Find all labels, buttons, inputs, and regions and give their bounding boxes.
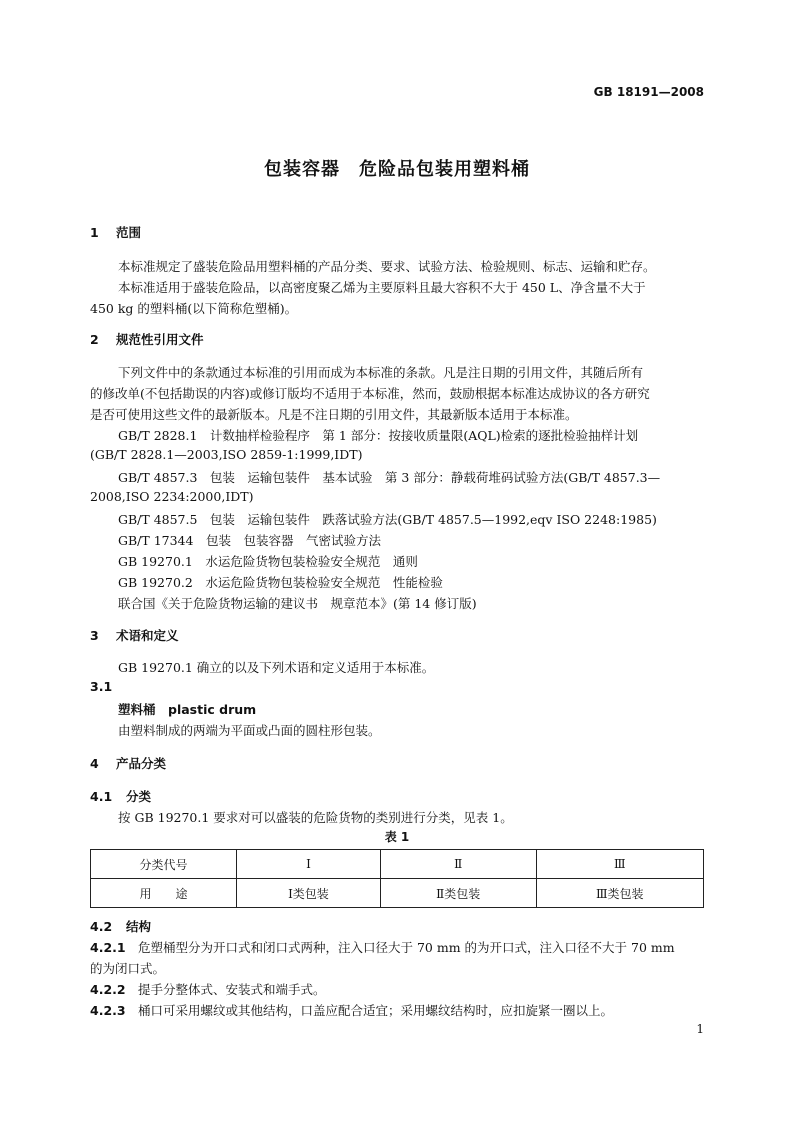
clause-text: 桶口可采用螺纹或其他结构，口盖应配合适宜；采用螺纹结构时，应扣旋紧一圈以上。 bbox=[138, 1003, 614, 1018]
reference-item: 联合国《关于危险货物运输的建议书 规章范本》(第 14 修订版) bbox=[118, 596, 477, 611]
table-cell: 用 途 bbox=[91, 879, 237, 908]
section-number: 2 bbox=[90, 332, 99, 347]
table-cell: Ⅱ bbox=[380, 850, 536, 879]
subsection-number: 3.1 bbox=[90, 679, 113, 694]
clause-number: 4.2.2 bbox=[90, 982, 126, 997]
reference-item: 2008,ISO 2234:2000,IDT) bbox=[90, 489, 254, 504]
paragraph: 的为闭口式。 bbox=[90, 961, 166, 976]
section-title: 范围 bbox=[116, 225, 142, 240]
section-title: 结构 bbox=[126, 919, 152, 934]
clause-text: 提手分整体式、安装式和端手式。 bbox=[138, 982, 326, 997]
paragraph: 的修改单(不包括勘误的内容)或修订版均不适用于本标准，然而，鼓励根据本标准达成协议的各方研究 bbox=[90, 386, 650, 401]
section-1-heading bbox=[90, 223, 141, 241]
table-row bbox=[91, 850, 704, 879]
section-2-heading bbox=[90, 330, 204, 348]
section-number: 4.2 bbox=[90, 919, 113, 934]
clause-number: 4.2.3 bbox=[90, 1003, 126, 1018]
paragraph: 本标准规定了盛装危险品用塑料桶的产品分类、要求、试验方法、检验规则、标志、运输和贮存。 bbox=[118, 259, 656, 274]
section-number: 3 bbox=[90, 628, 99, 643]
reference-item: GB 19270.2 水运危险货物包装检验安全规范 性能检验 bbox=[118, 575, 443, 590]
paragraph: 450 kg 的塑料桶(以下简称危塑桶)。 bbox=[90, 301, 298, 316]
section-number: 4 bbox=[90, 756, 99, 771]
term-title: 塑料桶 plastic drum bbox=[118, 702, 257, 717]
section-number: 1 bbox=[90, 225, 99, 240]
clause-number: 4.2.1 bbox=[90, 940, 126, 955]
reference-item: (GB/T 2828.1—2003,ISO 2859-1:1999,IDT) bbox=[90, 447, 363, 462]
reference-item: GB/T 4857.3 包装 运输包装件 基本试验 第 3 部分：静载荷堆码试验方法(GB/T 4857.3— bbox=[118, 470, 661, 485]
term-definition: 由塑料制成的两端为平面或凸面的圆柱形包装。 bbox=[118, 723, 381, 738]
section-title: 分类 bbox=[126, 789, 152, 804]
clause-4-2-2 bbox=[90, 980, 326, 998]
table-cell: Ⅰ bbox=[237, 850, 381, 879]
subsection-4-1-heading bbox=[90, 787, 151, 805]
reference-item: GB/T 2828.1 计数抽样检验程序 第 1 部分：按接收质量限(AQL)检索的逐批检验抽样计划 bbox=[118, 428, 639, 443]
table-cell: 分类代号 bbox=[91, 850, 237, 879]
classification-table bbox=[90, 849, 704, 908]
section-number: 4.1 bbox=[90, 789, 113, 804]
reference-item: GB 19270.1 水运危险货物包装检验安全规范 通则 bbox=[118, 554, 418, 569]
section-title: 规范性引用文件 bbox=[116, 332, 204, 347]
section-title: 术语和定义 bbox=[116, 628, 179, 643]
page-number: 1 bbox=[696, 1022, 704, 1036]
document-title: 包装容器 危险品包装用塑料桶 bbox=[264, 159, 530, 180]
table-caption: 表 1 bbox=[384, 830, 410, 844]
table-cell: Ⅲ bbox=[536, 850, 703, 879]
section-3-heading bbox=[90, 626, 179, 644]
reference-item: GB/T 4857.5 包装 运输包装件 跌落试验方法(GB/T 4857.5—1992,eqv ISO 2248:1985) bbox=[118, 512, 657, 527]
reference-item: GB/T 17344 包装 包装容器 气密试验方法 bbox=[118, 533, 381, 548]
paragraph: 下列文件中的条款通过本标准的引用而成为本标准的条款。凡是注日期的引用文件，其随后所有 bbox=[118, 365, 644, 380]
clause-4-2-3 bbox=[90, 1001, 613, 1019]
paragraph: 是否可使用这些文件的最新版本。凡是不注日期的引用文件，其最新版本适用于本标准。 bbox=[90, 407, 578, 422]
paragraph: 本标准适用于盛装危险品，以高密度聚乙烯为主要原料且最大容积不大于 450 L、净含量不大于 bbox=[118, 280, 646, 295]
paragraph: 按 GB 19270.1 要求对可以盛装的危险货物的类别进行分类，见表 1。 bbox=[118, 810, 513, 825]
section-4-heading bbox=[90, 754, 166, 772]
clause-text: 危塑桶型分为开口式和闭口式两种，注入口径大于 70 mm 的为开口式，注入口径不大于 70 mm bbox=[138, 940, 675, 955]
table-row bbox=[91, 879, 704, 908]
subsection-4-2-heading bbox=[90, 917, 151, 935]
table-cell: Ⅲ类包装 bbox=[536, 879, 703, 908]
table-cell: Ⅰ类包装 bbox=[237, 879, 381, 908]
clause-4-2-1 bbox=[90, 938, 675, 956]
section-title: 产品分类 bbox=[116, 756, 167, 771]
table-cell: Ⅱ类包装 bbox=[380, 879, 536, 908]
standard-code: GB 18191—2008 bbox=[593, 85, 704, 99]
paragraph: GB 19270.1 确立的以及下列术语和定义适用于本标准。 bbox=[118, 660, 435, 675]
